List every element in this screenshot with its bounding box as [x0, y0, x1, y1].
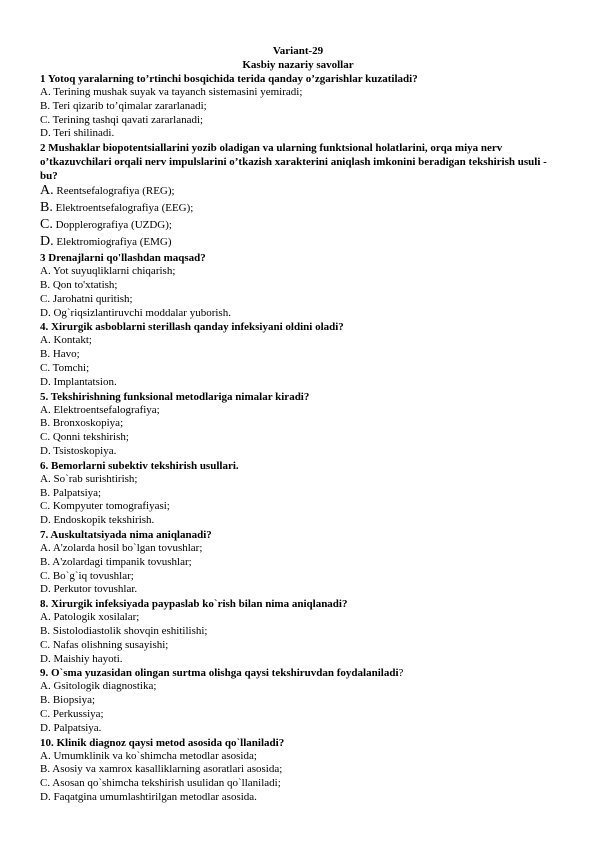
question-label: 10. Klinik diagnoz qaysi metod asosida qo`llaniladi? — [40, 736, 285, 749]
option-letter: C. — [40, 431, 51, 444]
question-block — [40, 597, 556, 666]
option-letter: A. — [40, 680, 51, 693]
option-letter: A. — [40, 472, 51, 485]
option-text: Kontakt; — [53, 334, 92, 347]
answer-option — [40, 362, 556, 376]
answer-option — [40, 307, 556, 321]
question-mark: ? — [398, 667, 404, 680]
answer-option — [40, 127, 556, 141]
option-letter: B. — [40, 624, 51, 637]
question-text — [40, 141, 556, 183]
option-text: Elektroentsefalografiya (EEG); — [55, 202, 194, 215]
option-letter: B. — [40, 278, 51, 291]
option-letter: C. — [40, 217, 53, 233]
option-text: Terining tashqi qavati zararlanadi; — [52, 113, 204, 126]
question-text — [40, 251, 556, 265]
option-letter: C. — [40, 500, 51, 513]
question-text — [40, 320, 556, 334]
document-content — [40, 44, 556, 805]
answer-option — [40, 694, 556, 708]
question-block — [40, 528, 556, 597]
option-text: Elektroentsefalografiya; — [53, 403, 160, 416]
option-letter: C. — [40, 777, 51, 790]
answer-option — [40, 234, 556, 251]
option-text: Bronxoskopiya; — [52, 417, 124, 430]
answer-option — [40, 611, 556, 625]
option-letter: A. — [40, 541, 51, 554]
option-text: Faqatgina umumlashtirilgan metodlar asosida. — [53, 790, 257, 803]
option-letter: B. — [40, 555, 51, 568]
answer-option — [40, 100, 556, 114]
option-letter: C. — [40, 361, 51, 374]
answer-option — [40, 625, 556, 639]
question-label: 9. O`sma yuzasidan olingan surtma olishga qaysi tekshiruvdan foydalaniladi — [40, 667, 399, 680]
option-letter: B. — [40, 417, 51, 430]
option-text: Tomchi; — [52, 361, 90, 374]
option-letter: B. — [40, 99, 51, 112]
option-text: Teri qizarib to’qimalar zararlanadi; — [52, 99, 207, 112]
option-text: Havo; — [52, 348, 80, 361]
option-text: Terining mushak suyak va tayanch sistemasini yemiradi; — [53, 86, 303, 98]
answer-option — [40, 473, 556, 487]
question-block — [40, 141, 556, 251]
option-letter: D. — [40, 514, 51, 527]
option-text: Biopsiya; — [52, 694, 96, 707]
answer-option — [40, 653, 556, 667]
question-label: 3 Drenajlarni qo'llashdan maqsad? — [40, 252, 206, 265]
question-label: 1 Yotoq yaralarning to’rtinchi bosqichida terida qanday o’zgarishlar kuzatiladi? — [40, 73, 418, 85]
option-letter: D. — [40, 721, 51, 734]
option-text: A'zolardagi timpanik tovushlar; — [52, 555, 192, 568]
option-letter: A. — [40, 611, 51, 624]
option-letter: D. — [40, 583, 51, 596]
option-text: Palpatsiya. — [53, 721, 102, 734]
option-text: Patologik xosilalar; — [53, 611, 140, 624]
option-text: Elektromiografiya (EMG) — [56, 236, 172, 249]
question-text — [40, 390, 556, 404]
option-letter: B. — [40, 694, 51, 707]
option-text: Nafas olishning susayishi; — [52, 638, 169, 651]
answer-option — [40, 722, 556, 736]
option-text: Implantatsion. — [53, 375, 117, 388]
question-block — [40, 390, 556, 459]
answer-option — [40, 86, 556, 100]
option-letter: C. — [40, 569, 51, 582]
option-letter: D. — [40, 790, 51, 803]
question-label: 8. Xirurgik infeksiyada paypaslab ko`rish bilan nima aniqlanadi? — [40, 598, 348, 611]
option-text: Jarohatni quritish; — [52, 292, 133, 305]
answer-option — [40, 217, 556, 234]
option-text: Endoskopik tekshirish. — [53, 514, 155, 527]
option-letter: D. — [40, 234, 54, 250]
option-letter: C. — [40, 113, 51, 126]
option-letter: D. — [40, 444, 51, 457]
answer-option — [40, 200, 556, 217]
option-text: Asosiy va xamrox kasalliklarning asoratlari asosida; — [52, 763, 283, 776]
option-text: Yot suyuqliklarni chiqarish; — [53, 265, 176, 278]
answer-option — [40, 487, 556, 501]
answer-option — [40, 763, 556, 777]
option-letter: D. — [40, 306, 51, 319]
answer-option — [40, 791, 556, 805]
answer-option — [40, 708, 556, 722]
option-text: Asosan qo`shimcha tekshirish usulidan qo`llaniladi; — [52, 777, 281, 790]
answer-option — [40, 334, 556, 348]
option-text: So`rab surishtirish; — [53, 472, 138, 485]
question-label: 2 Mushaklar biopotentsiallarini yozib oladigan va ularning funktsional holatlarini, orqa miya nerv o’tkazuvchilari orqali nerv impulslarini o’tkazish xarakterini aniqlash imkonini beradigan tekshirish usuli -bu? — [40, 142, 547, 183]
option-text: Perkutor tovushlar. — [53, 583, 138, 596]
option-text: Gsitologik diagnostika; — [53, 680, 157, 693]
section-subtitle: Kasbiy nazariy savollar — [242, 59, 354, 71]
option-letter: B. — [40, 348, 51, 361]
answer-option — [40, 183, 556, 200]
option-text: Umumklinik va ko`shimcha metodlar asosida; — [53, 749, 257, 762]
answer-option — [40, 431, 556, 445]
option-text: Teri shilinadi. — [53, 127, 115, 140]
question-text — [40, 736, 556, 750]
answer-option — [40, 114, 556, 128]
answer-option — [40, 265, 556, 279]
question-text — [40, 528, 556, 542]
option-text: Og`riqsizlantiruvchi moddalar yuborish. — [53, 306, 231, 319]
answer-option — [40, 279, 556, 293]
question-label: 6. Bemorlarni subektiv tekshirish usullari. — [40, 459, 239, 472]
option-letter: C. — [40, 707, 51, 720]
option-text: Perkussiya; — [52, 707, 104, 720]
question-label: 4. Xirurgik asboblarni sterillash qanday infeksiyani oldini oladi? — [40, 321, 344, 334]
question-label: 5. Tekshirishning funksional metodlariga nimalar kiradi? — [40, 390, 310, 403]
option-letter: B. — [40, 486, 51, 499]
option-letter: A. — [40, 86, 51, 98]
answer-option — [40, 293, 556, 307]
question-block — [40, 459, 556, 528]
question-block — [40, 666, 556, 735]
option-letter: D. — [40, 652, 51, 665]
option-letter: A. — [40, 183, 54, 199]
option-text: Sistolodiastolik shovqin eshitilishi; — [52, 624, 208, 637]
question-text — [40, 597, 556, 611]
option-text: Bo`g`iq tovushlar; — [52, 569, 134, 582]
answer-option — [40, 514, 556, 528]
option-letter: D. — [40, 127, 51, 140]
option-text: Qonni tekshirish; — [52, 431, 129, 444]
question-text — [40, 459, 556, 473]
answer-option — [40, 777, 556, 791]
option-letter: A. — [40, 749, 51, 762]
answer-option — [40, 417, 556, 431]
answer-option — [40, 542, 556, 556]
option-letter: C. — [40, 292, 51, 305]
option-text: Dopplerografiya (UZDG); — [55, 219, 172, 232]
answer-option — [40, 570, 556, 584]
question-list — [40, 72, 556, 805]
option-letter: A. — [40, 265, 51, 278]
option-text: Reentsefalografiya (REG); — [56, 185, 175, 198]
option-letter: A. — [40, 403, 51, 416]
answer-option — [40, 680, 556, 694]
option-text: Tsistoskopiya. — [53, 444, 117, 457]
question-block — [40, 251, 556, 320]
option-text: Kompyuter tomografiyasi; — [52, 500, 170, 513]
answer-option — [40, 639, 556, 653]
option-text: Qon to'xtatish; — [52, 278, 118, 291]
question-label: 7. Auskultatsiyada nima aniqlanadi? — [40, 528, 212, 541]
answer-option — [40, 583, 556, 597]
option-letter: A. — [40, 334, 51, 347]
answer-option — [40, 404, 556, 418]
option-text: Palpatsiya; — [52, 486, 102, 499]
answer-option — [40, 556, 556, 570]
option-letter: C. — [40, 638, 51, 651]
option-text: A'zolarda hosil bo`lgan tovushlar; — [52, 541, 203, 554]
option-text: Maishiy hayoti. — [53, 652, 123, 665]
answer-option — [40, 750, 556, 764]
question-block — [40, 72, 556, 141]
variant-title: Variant-29 — [272, 45, 324, 57]
question-block — [40, 736, 556, 805]
answer-option — [40, 500, 556, 514]
option-letter: D. — [40, 375, 51, 388]
option-letter: B. — [40, 200, 53, 216]
answer-option — [40, 376, 556, 390]
question-block — [40, 320, 556, 389]
question-text — [40, 72, 556, 86]
question-text — [40, 666, 556, 680]
option-letter: B. — [40, 763, 51, 776]
answer-option — [40, 348, 556, 362]
answer-option — [40, 445, 556, 459]
